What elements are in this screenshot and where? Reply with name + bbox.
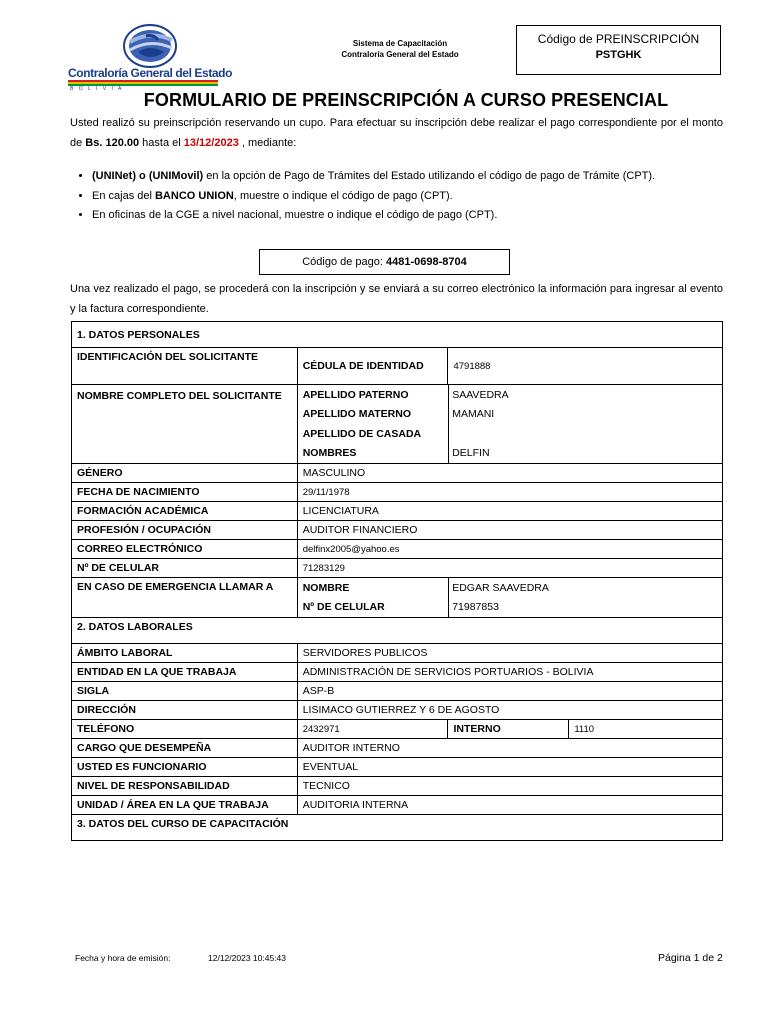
field-label: GÉNERO (72, 464, 298, 483)
preinscription-code-label: Código de PREINSCRIPCIÓN (537, 32, 700, 46)
field-label: FORMACIÓN ACADÉMICA (72, 502, 298, 521)
cge-logo (68, 22, 233, 94)
direccion-value: LISIMACO GUTIERREZ Y 6 DE AGOSTO (297, 701, 722, 720)
field-label: Nº DE CELULAR (72, 559, 298, 578)
field-label: ÁMBITO LABORAL (72, 644, 298, 663)
id-value (448, 348, 723, 385)
profesion-value: AUDITOR FINANCIERO (297, 521, 722, 540)
table-row (72, 663, 723, 682)
option-text: En oficinas de la CGE a nivel nacional, muestre o indique el código de pago (CPT). (92, 209, 498, 221)
field-label: SIGLA (72, 682, 298, 701)
casada-label: APELLIDO DE CASADA (302, 427, 422, 440)
entidad-value: ADMINISTRACIÓN DE SERVICIOS PORTUARIOS - BOLIVIA (297, 663, 722, 682)
table-row (72, 815, 723, 841)
name-subtable (298, 385, 722, 463)
field-label: NOMBRE COMPLETO DEL SOLICITANTE (72, 385, 298, 464)
field-label: CORREO ELECTRÓNICO (72, 540, 298, 559)
nacimiento-value: 29/11/1978 (297, 483, 722, 502)
genero-value: MASCULINO (297, 464, 722, 483)
field-label: CARGO QUE DESEMPEÑA (72, 739, 298, 758)
table-row (72, 739, 723, 758)
section-labor: 2. DATOS LABORALES (72, 618, 723, 644)
cge-emblem-icon (68, 22, 218, 94)
field-label: EN CASO DE EMERGENCIA LLAMAR A (72, 578, 298, 618)
table-row (298, 424, 722, 444)
table-row (298, 385, 722, 405)
paterno-value: SAAVEDRA (449, 385, 722, 405)
section-course: 3. DATOS DEL CURSO DE CAPACITACIÓN (72, 815, 723, 841)
table-row (72, 540, 723, 559)
payment-option-office (92, 206, 655, 226)
section-personal: 1. DATOS PERSONALES (72, 322, 723, 348)
interno-label: INTERNO (448, 720, 569, 739)
ambito-value: SERVIDORES PUBLICOS (297, 644, 722, 663)
preinscription-code-value: PSTGHK (595, 49, 642, 61)
option-bold: BANCO UNION (154, 189, 234, 202)
field-label: NIVEL DE RESPONSABILIDAD (72, 777, 298, 796)
table-row (72, 322, 723, 348)
table-row (298, 444, 722, 464)
table-row (72, 348, 723, 385)
payment-option-uninet (92, 167, 655, 187)
table-row (298, 405, 722, 425)
paterno-label: APELLIDO PATERNO (302, 388, 409, 401)
table-row (72, 502, 723, 521)
emission-datetime: 12/12/2023 10:45:43 (208, 953, 286, 963)
table-row (72, 559, 723, 578)
option-bold: (UNINet) o (UNIMovil) (92, 170, 204, 182)
table-row (72, 483, 723, 502)
materno-value: MAMANI (449, 405, 722, 425)
table-row (72, 578, 723, 618)
system-line-1: Sistema de Capacitación (352, 39, 448, 48)
field-label: UNIDAD / ÁREA EN LA QUE TRABAJA (72, 796, 298, 815)
unidad-value: AUDITORIA INTERNA (297, 796, 722, 815)
table-row (72, 521, 723, 540)
materno-label: APELLIDO MATERNO (302, 408, 412, 421)
id-value-text: 4791888 (453, 360, 491, 372)
field-label: ENTIDAD EN LA QUE TRABAJA (72, 663, 298, 682)
interno-value: 1110 (569, 720, 723, 739)
intro-text-3: , mediante: (238, 137, 297, 149)
field-label: IDENTIFICACIÓN DEL SOLICITANTE (72, 348, 298, 385)
casada-value (449, 424, 722, 444)
cargo-value: AUDITOR INTERNO (297, 739, 722, 758)
name-block (297, 385, 722, 464)
table-row (72, 464, 723, 483)
telefono-value: 2432971 (297, 720, 448, 739)
table-row (298, 598, 722, 618)
payment-code-box (259, 249, 510, 275)
id-type: CÉDULA DE IDENTIDAD (297, 348, 448, 385)
intro-paragraph (70, 113, 723, 153)
field-label: PROFESIÓN / OCUPACIÓN (72, 521, 298, 540)
payment-option-bank (92, 187, 655, 207)
table-row (72, 720, 723, 739)
registration-form-table (71, 321, 723, 841)
emergency-name-value: EDGAR SAAVEDRA (449, 578, 722, 598)
table-row (72, 796, 723, 815)
table-row (72, 385, 723, 464)
form-title: FORMULARIO DE PREINSCRIPCIÓN A CURSO PRESENCIAL (143, 90, 669, 110)
intro-text-1: Usted realizó su preinscripción reservando un cupo. Para efectuar su inscripción debe realizar el pago correspondiente por el monto de (70, 117, 723, 149)
celular-value: 71283129 (297, 559, 722, 578)
table-row (72, 701, 723, 720)
page-number: Página 1 de 2 (658, 952, 723, 964)
nivel-value: TECNICO (297, 777, 722, 796)
emission-label: Fecha y hora de emisión: (75, 953, 171, 963)
table-row (72, 758, 723, 777)
field-label: USTED ES FUNCIONARIO (72, 758, 298, 777)
correo-value: delfinx2005@yahoo.es (297, 540, 722, 559)
option-text: en la opción de Pago de Trámites del Estado utilizando el código de pago de Trámite (CPT). (203, 170, 656, 182)
after-payment-text: Una vez realizado el pago, se procederá con la inscripción y se enviará a su correo electrónico la información para ingresar al evento y la factura correspondiente. (70, 283, 723, 315)
sigla-value: ASP-B (297, 682, 722, 701)
option-text: , muestre o indique el código de pago (CPT). (233, 189, 453, 202)
field-label: TELÉFONO (72, 720, 298, 739)
formacion-value: LICENCIATURA (297, 502, 722, 521)
payment-options-list (70, 167, 655, 226)
table-row (72, 682, 723, 701)
emergency-subtable (298, 578, 722, 617)
system-title (300, 38, 500, 60)
logo-name: Contraloría General del Estado (68, 66, 233, 80)
logo-country: B O L I V I A (70, 86, 124, 92)
table-row (72, 618, 723, 644)
system-line-2: Contraloría General del Estado (341, 50, 459, 59)
payment-code-label: Código de pago: (302, 256, 387, 268)
payment-amount: Bs. 120.00 (85, 137, 140, 149)
table-row (298, 578, 722, 598)
table-row (72, 644, 723, 663)
emergency-block (297, 578, 722, 618)
table-row (72, 777, 723, 796)
field-label: FECHA DE NACIMIENTO (72, 483, 298, 502)
field-label: DIRECCIÓN (72, 701, 298, 720)
option-pre: En cajas del (92, 189, 155, 202)
emergency-name-label: NOMBRE (302, 581, 350, 594)
preinscription-code-box (516, 25, 721, 75)
emergency-phone-value: 71987853 (449, 598, 722, 618)
payment-code-value: 4481-0698-8704 (386, 256, 467, 268)
nombres-value: DELFIN (449, 444, 722, 464)
payment-deadline: 13/12/2023 (183, 137, 239, 149)
funcionario-value: EVENTUAL (297, 758, 722, 777)
nombres-label: NOMBRES (302, 447, 357, 460)
intro-text-2: hasta el (139, 137, 184, 149)
emergency-phone-label: Nº DE CELULAR (302, 601, 385, 614)
